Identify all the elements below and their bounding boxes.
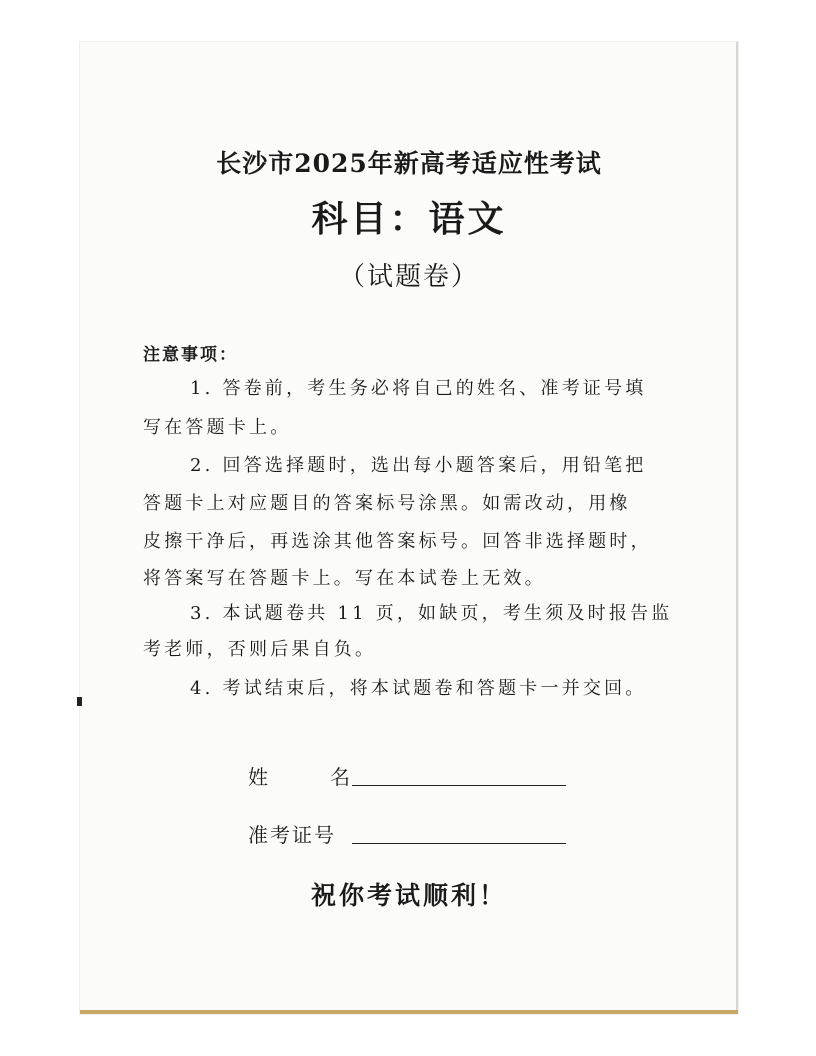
notice-item-2-line-3: 皮擦干净后，再选涂其他答案标号。回答非选择题时，: [143, 531, 652, 552]
notice-item-2-line-4: 将答案写在答题卡上。写在本试卷上无效。: [143, 568, 546, 589]
notice-item-3-line-1: 3. 本试题卷共 11 页，如缺页，考生须及时报告监: [190, 603, 673, 624]
paper-bottom-edge: [80, 1010, 738, 1014]
ticket-number-field-row: [248, 820, 566, 850]
name-blank-line: [352, 763, 566, 786]
name-field-row: [248, 762, 566, 792]
notice-item-3-line-2: 考老师，否则后果自负。: [143, 639, 377, 660]
ticket-number-label: 准考证号: [248, 823, 336, 847]
binding-mark: [77, 697, 82, 706]
notice-item-2-line-1: 2. 回答选择题时，选出每小题答案后，用铅笔把: [190, 455, 647, 476]
paper-right-edge: [736, 42, 738, 1014]
name-label: 姓 名: [248, 765, 352, 789]
notice-item-1-line-2: 写在答题卡上。: [143, 417, 292, 438]
paper-type-label: （试题卷）: [338, 262, 479, 292]
exam-title: 长沙市2025年新高考适应性考试: [216, 149, 602, 178]
notice-item-2-line-2: 答题卡上对应题目的答案标号涂黑。如需改动，用橡: [143, 493, 631, 514]
closing-message: 祝你考试顺利！: [310, 881, 507, 910]
ticket-number-blank-line: [352, 821, 566, 844]
notice-heading: 注意事项：: [143, 345, 238, 365]
notice-item-4-line-1: 4. 考试结束后，将本试题卷和答题卡一并交回。: [190, 678, 647, 699]
notice-item-1-line-1: 1. 答卷前，考生务必将自己的姓名、准考证号填: [190, 378, 647, 399]
subject-title: 科目：语文: [311, 199, 507, 240]
